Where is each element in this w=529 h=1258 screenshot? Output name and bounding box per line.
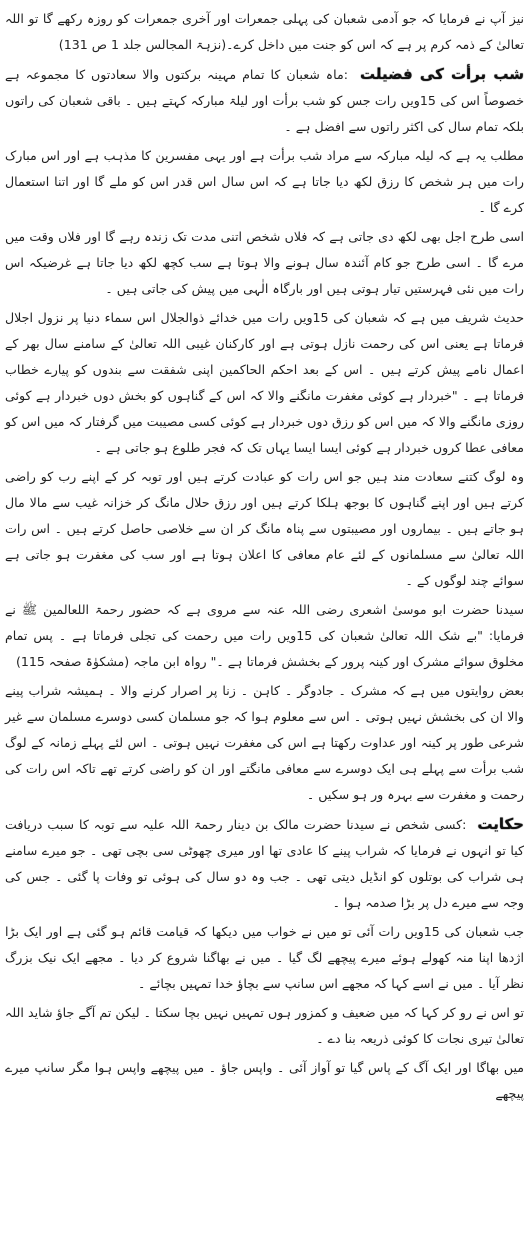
paragraph-story-malik-bin-dinar: [5, 811, 524, 916]
paragraph-fasting-reward: [5, 6, 524, 58]
paragraph-hadith-nuzool: [5, 305, 524, 461]
section-heading: شب برأت کی فضیلت: [359, 65, 524, 83]
paragraph-exceptions: [5, 678, 524, 808]
paragraph-text: اسی طرح اجل بھی لکھ دی جاتی ہے کہ فلاں شخص اتنی مدت تک زندہ رہے گا اور فلاں وقت میں مرے گا ۔ اسی طرح جو کام آئندہ سال ہونے والا ہوتا ہے سب کچھ لکھ دیا جاتا ہے غرضیکہ اس رات میں نئی فہرستیں تیار ہوتی ہیں اور بارگاہ الٰہی میں پیش کی جاتی ہیں ۔: [5, 229, 524, 296]
paragraph-ajal: [5, 224, 524, 302]
paragraph-text: سیدنا حضرت ابو موسیٰ اشعری رضی اللہ عنہ سے مروی ہے کہ حضور رحمۃ اللعالمین ﷺ نے فرمایا: "بے شک اللہ تعالیٰ شعبان کی 15ویں رات میں رحمت کی تجلی فرماتا ہے ۔ پس تمام مخلوق سوائے مشرک اور کینہ پرور کے بخشش فرماتا ہے ۔" رواہ ابن ماجہ (مشکوٰۃ صفحہ 115): [5, 602, 524, 669]
paragraph-text: میں بھاگا اور ایک آگ کے پاس گیا تو آواز آئی ۔ واپس جاؤ ۔ میں پیچھے واپس ہوا مگر سانپ میرے پیچھے: [5, 1060, 524, 1101]
paragraph-fire: [5, 1055, 524, 1107]
paragraph-lailatul-mubarak: [5, 143, 524, 221]
paragraph-text: بعض روایتوں میں ہے کہ مشرک ۔ جادوگر ۔ کاہن ۔ زنا پر اصرار کرنے والا ۔ ہمیشہ شراب پینے والا ان کی بخشش نہیں ہوتی ۔ اس سے معلوم ہوا کہ جو مسلمان کسی دوسرے مسلمان سے غیر شرعی طور پر کینہ اور عداوت رکھتا ہے اس کی مغفرت نہیں ہوتی ۔ اس لئے پہلے زمانہ کے لوگ شب برأت سے پہلے ہی ایک دوسرے سے معافی مانگتے اور ان کو راضی کرتے تھے تاکہ اس رات کی رحمت و مغفرت سے بہرہ ور ہو سکیں ۔: [5, 683, 524, 802]
paragraph-dream: [5, 919, 524, 997]
paragraph-text: :کسی شخص نے سیدنا حضرت مالک بن دینار رحمۃ اللہ علیہ سے توبہ کا سبب دریافت کیا تو انہوں نے فرمایا کہ شراب پینے کا عادی تھا اور میری چھوٹی سی بچی تھی ۔ جو میرے سامنے ہی شراب کی بوتلوں کو انڈیل دیتی تھی ۔ جب وہ دو سال کی ہوئی تو وفات پا گئی ۔ جس کی وجہ سے میرے دل پر بڑا صدمہ ہوا ۔: [5, 817, 524, 910]
paragraph-shab-e-barat-virtue: [5, 61, 524, 140]
section-heading: حکایت: [477, 815, 524, 833]
paragraph-text: مطلب یہ ہے کہ لیلہ مبارکہ سے مراد شب برأت ہے اور یہی مفسرین کا مذہب ہے اور اس مبارک رات میں ہر شخص کا رزق لکھ دیا جاتا ہے کہ اس سال اس قدر اس کو ملے گا اور اتنا استعمال کرے گا ۔: [5, 148, 524, 215]
paragraph-fortunate-people: [5, 464, 524, 594]
paragraph-text: :ماہ شعبان کا تمام مہینہ برکتوں والا سعادتوں کا مجموعہ ہے خصوصاً اس کی 15ویں رات جس کو شب برأت اور لیلۃ مبارکہ کہتے ہیں ۔ باقی شعبان کی راتوں بلکہ تمام سال کی اکثر راتوں سے افضل ہے ۔: [5, 67, 524, 134]
paragraph-text: نیز آپ نے فرمایا کہ جو آدمی شعبان کی پہلی جمعرات اور آخری جمعرات کو روزہ رکھے گا تو اللہ تعالیٰ کے ذمہ کرم پر ہے کہ اس کو جنت میں داخل کرے۔(نزہۃ المجالس جلد 1 ص 131): [5, 11, 524, 52]
paragraph-text: وہ لوگ کتنے سعادت مند ہیں جو اس رات کو عبادت کرتے ہیں اور توبہ کر کے اپنے رب کو راضی کرتے ہیں اور اپنے گناہوں کا بوجھ ہلکا کرتے ہیں اور رزق حلال مانگ کر خزانہ غیب سے مالا مال ہو جاتے ہیں ۔ بیماروں اور مصیبتوں سے پناہ مانگ کر ان سے خلاصی حاصل کرتے ہیں ۔ اس رات اللہ تعالیٰ سے مسلمانوں کے لئے عام معافی کا اعلان ہوتا ہے اور سب کی مغفرت ہو جاتی ہے سوائے چند لوگوں کے ۔: [5, 469, 524, 588]
paragraph-elder-reply: [5, 1000, 524, 1052]
paragraph-text: جب شعبان کی 15ویں رات آئی تو میں نے خواب میں دیکھا کہ قیامت قائم ہو گئی ہے اور ایک بڑا اژدھا اپنا منہ کھولے ہوئے میرے پیچھے لگ گیا ۔ میں نے بھاگنا شروع کر دیا ۔ مجھے ایک نیک بزرگ نظر آیا ۔ میں نے اسے کہا کہ مجھے اس سانپ سے بچاؤ خدا تمہیں بچائے ۔: [5, 924, 524, 991]
paragraph-abu-musa-hadith: [5, 597, 524, 675]
paragraph-text: تو اس نے رو کر کہا کہ میں ضعیف و کمزور ہوں تمہیں نہیں بچا سکتا ۔ لیکن تم آگے جاؤ شاید اللہ تعالیٰ تیری نجات کا کوئی ذریعہ بنا دے ۔: [5, 1005, 524, 1046]
paragraph-text: حدیث شریف میں ہے کہ شعبان کی 15ویں رات میں خدائے ذوالجلال اس سماء دنیا پر نزول اجلال فرماتا ہے یعنی اس کی رحمت نازل ہوتی ہے اور کارکنان غیبی اللہ تعالیٰ کے سامنے سال بھر کے اعمال نامے پیش کرتے ہیں ۔ اس کے بعد احکم الحاکمین اپنی شفقت سے بندوں کو پیارے خطاب فرماتا ہے ۔ "خبردار ہے کوئی مغفرت مانگنے والا کہ اس کے گناہوں کو بخش دوں خبردار ہے کوئی روزی مانگنے والا کہ میں اس کو رزق دوں خبردار ہے کوئی کسی مصیبت میں گرفتار کہ میں اس کو معافی عطا کروں خبردار ہے کوئی ایسا ایسا یہاں تک کہ فجر طلوع ہو جاتی ہے ۔: [5, 310, 524, 455]
